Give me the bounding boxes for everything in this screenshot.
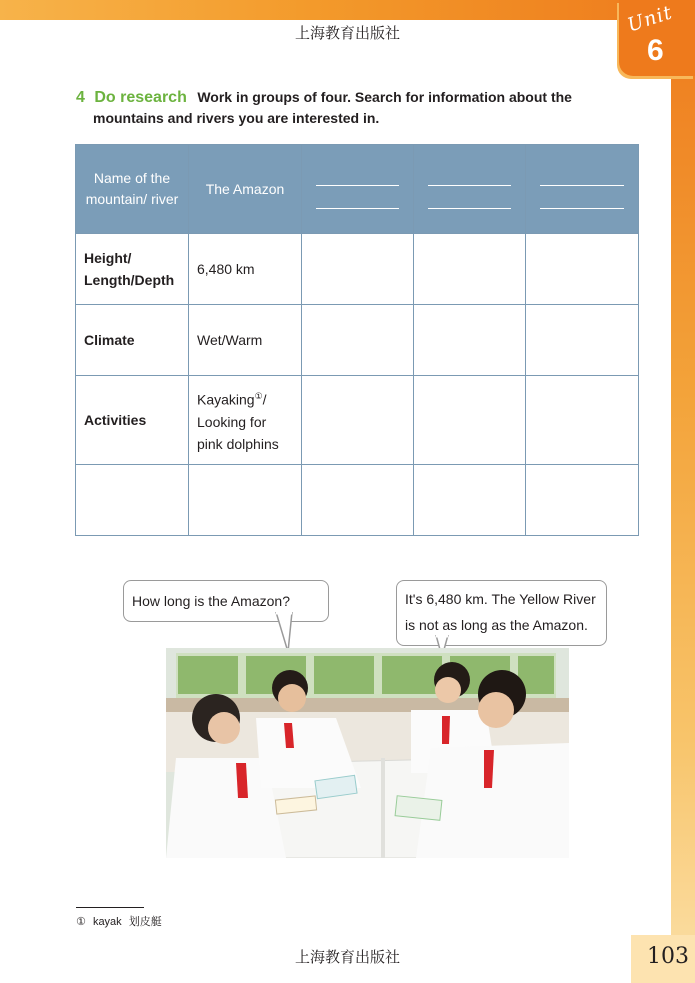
top-banner <box>0 0 695 20</box>
research-table <box>75 144 639 536</box>
activity-kayaking: Kayaking <box>197 391 255 408</box>
table-row <box>76 465 639 536</box>
footnote-mark: ① <box>254 391 263 402</box>
task-heading <box>76 87 616 129</box>
table-row <box>76 376 639 465</box>
cell-activities-value <box>189 376 302 465</box>
speech-bubble-answer: It's 6,480 km. The Yellow River is not as long as the Amazon. <box>396 580 607 646</box>
footnote <box>76 913 162 929</box>
task-instruction-line2: mountains and rivers you are interested in. <box>93 110 380 126</box>
row-label-activities: Activities <box>76 376 189 465</box>
blank-cell[interactable] <box>414 234 526 305</box>
header-name-label: Name of the mountain/ river <box>76 145 189 234</box>
publisher-header: 上海教育出版社 <box>294 24 400 42</box>
footnote-translation: 划皮艇 <box>128 915 162 928</box>
task-number: 4 <box>76 89 85 106</box>
table-row <box>76 305 639 376</box>
table-row <box>76 234 639 305</box>
task-instruction-line1: Work in groups of four. Search for information about the <box>197 89 572 105</box>
task-title: Do research <box>94 89 187 106</box>
students-photo <box>166 648 569 858</box>
header-blank-2[interactable] <box>414 145 526 234</box>
table-header-row <box>76 145 639 234</box>
blank-cell[interactable] <box>302 305 414 376</box>
blank-cell[interactable] <box>526 305 639 376</box>
activity-rest: / Looking for pink dolphins <box>197 391 279 452</box>
footnote-word: kayak <box>92 916 122 928</box>
unit-number: 6 <box>647 34 664 67</box>
blank-cell[interactable] <box>189 465 302 536</box>
header-blank-3[interactable] <box>526 145 639 234</box>
blank-cell[interactable] <box>302 234 414 305</box>
blank-cell[interactable] <box>526 465 639 536</box>
cell-climate-value: Wet/Warm <box>189 305 302 376</box>
side-stripe <box>671 0 695 983</box>
blank-cell[interactable] <box>526 234 639 305</box>
publisher-footer: 上海教育出版社 <box>294 948 400 966</box>
header-blank-1[interactable] <box>302 145 414 234</box>
blank-cell[interactable] <box>526 376 639 465</box>
blank-cell[interactable] <box>414 376 526 465</box>
classroom-illustration <box>166 648 569 858</box>
blank-cell[interactable] <box>302 376 414 465</box>
blank-cell[interactable] <box>76 465 189 536</box>
cell-height-value: 6,480 km <box>189 234 302 305</box>
footnote-mark: ① <box>76 916 86 928</box>
footnote-divider <box>76 907 144 908</box>
blank-cell[interactable] <box>302 465 414 536</box>
page-number: 103 <box>647 944 689 969</box>
row-label-climate: Climate <box>76 305 189 376</box>
unit-tab <box>619 0 695 76</box>
blank-cell[interactable] <box>414 305 526 376</box>
blank-cell[interactable] <box>414 465 526 536</box>
header-first-entry: The Amazon <box>189 145 302 234</box>
unit-label: Unit <box>624 1 676 37</box>
row-label-height: Height/ Length/Depth <box>76 234 189 305</box>
speech-bubble-question: How long is the Amazon? <box>123 580 329 622</box>
